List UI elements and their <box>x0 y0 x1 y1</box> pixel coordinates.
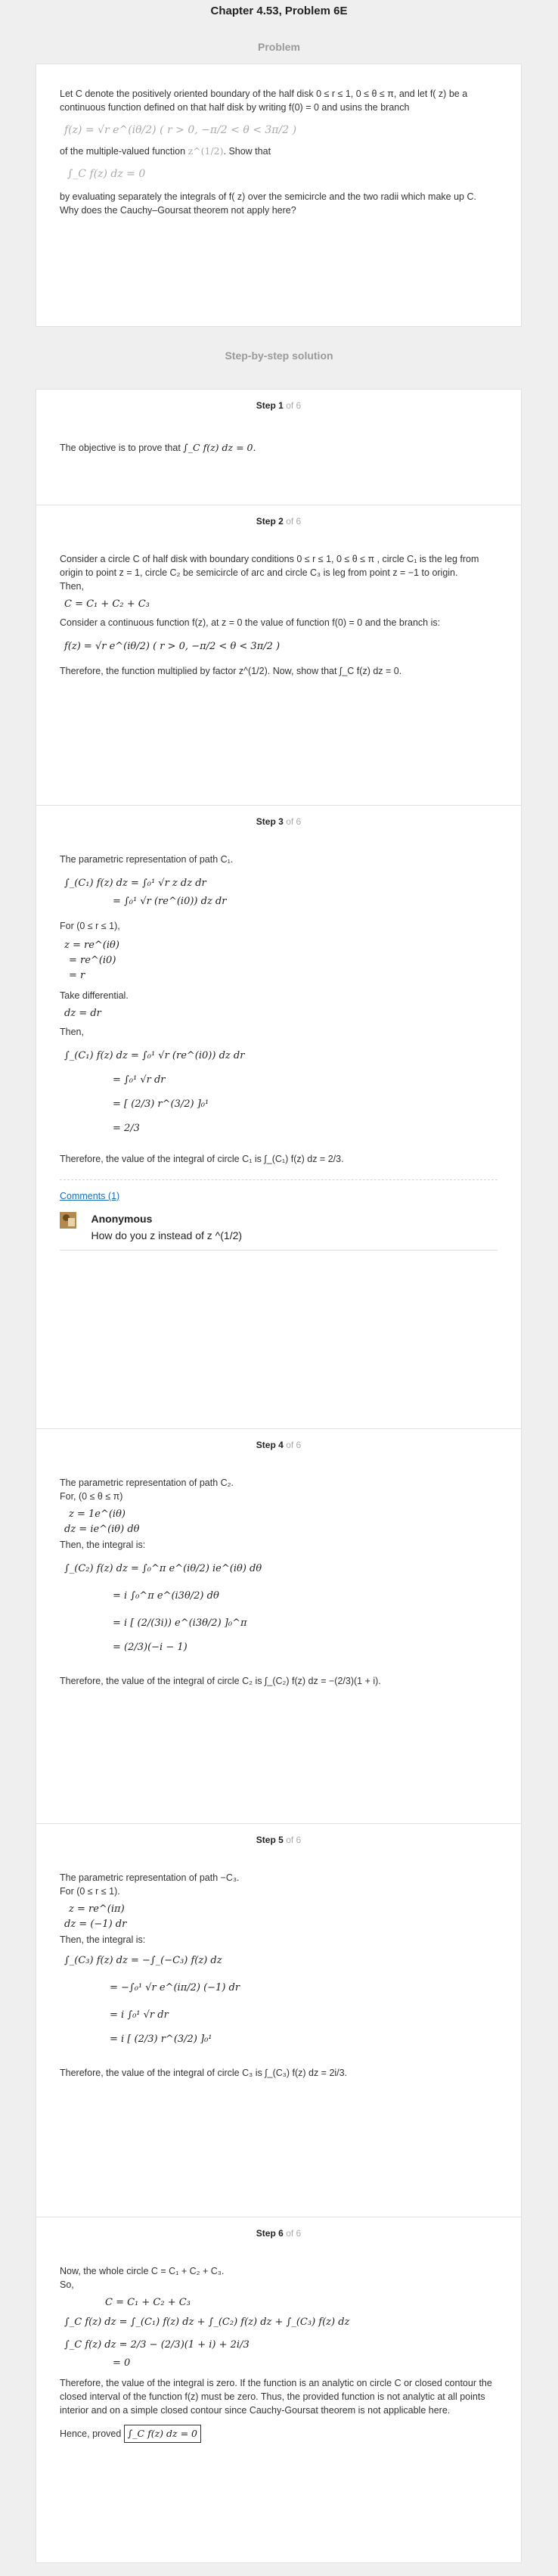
step-5-text-2: For (0 ≤ r ≤ 1). <box>60 1886 120 1897</box>
step-2-header: Step 2 of 6 <box>256 516 302 527</box>
step-5-math-5: = i ∫₀¹ √r dr <box>110 2009 169 2021</box>
step-3-math-7: ∫_(C₁) f(z) dz = ∫₀¹ √r (re^(i0)) dz dr <box>64 1050 245 1061</box>
comment-item <box>60 1212 498 1242</box>
solution-label: Step-by-step solution <box>225 350 333 362</box>
problem-text-2a: of the multiple-valued function <box>60 146 186 157</box>
step-5-card <box>36 1823 522 2218</box>
problem-text-2fn: z^(1/2) <box>188 145 224 157</box>
step-3-header: Step 3 of 6 <box>256 816 302 827</box>
step-5-header: Step 5 of 6 <box>256 1835 302 1845</box>
problem-label: Problem <box>257 41 300 53</box>
step-3-text-2: For (0 ≤ r ≤ 1), <box>60 921 120 931</box>
step-2-text-3: Consider a continuous function f(z), at z = 0 the value of function f(0) = 0 and the branch is: <box>60 617 441 628</box>
step-2-text-4: Therefore, the function multiplied by factor z^(1/2). Now, show that ∫_C f(z) dz = 0. <box>60 666 402 676</box>
step-5-math-3: ∫_(C₃) f(z) dz = −∫_(−C₃) f(z) dz <box>64 1955 222 1966</box>
step-6-card <box>36 2217 522 2563</box>
step-6-math-2: ∫_C f(z) dz = ∫_(C₁) f(z) dz + ∫_(C₂) f(z) dz + ∫_(C₃) f(z) dz <box>64 2317 350 2328</box>
step-2-text-2: Then, <box>60 581 84 592</box>
step-3-math-6: dz = dr <box>64 1008 101 1019</box>
step-4-math-1: z = 1e^(iθ) <box>69 1509 126 1520</box>
step-3-math-5: = r <box>69 970 85 981</box>
step-4-math-4: = i ∫₀^π e^(i3θ/2) dθ <box>113 1590 219 1602</box>
step-3-text-4: Then, <box>60 1027 84 1037</box>
step-1-header: Step 1 of 6 <box>256 400 302 411</box>
step-3-math-8: = ∫₀¹ √r dr <box>113 1074 166 1086</box>
step-4-text-4: Therefore, the value of the integral of circle C₂ is ∫_(C₂) f(z) dz = −(2/3)(1 + i). <box>60 1676 381 1686</box>
problem-branch: f(z) = √r e^(iθ/2) ( r > 0, −π/2 < θ < 3π/2 ) <box>64 124 297 136</box>
step-3-math-4: = re^(i0) <box>69 955 116 966</box>
step-3-card <box>36 805 522 1430</box>
step-6-math-4: = 0 <box>113 2357 131 2369</box>
step-6-text-4: Hence, proved <box>60 2428 122 2439</box>
step-4-header: Step 4 of 6 <box>256 1440 302 1450</box>
problem-card <box>36 64 522 327</box>
step-5-math-1: z = re^(iπ) <box>69 1903 125 1915</box>
step-5-text-3: Then, the integral is: <box>60 1934 146 1945</box>
step-6-math-1: C = C₁ + C₂ + C₃ <box>105 2297 191 2308</box>
step-2-math-1: C = C₁ + C₂ + C₃ <box>64 598 150 610</box>
step-5-math-6: = i [ (2/3) r^(3/2) ]₀¹ <box>110 2034 212 2045</box>
step-4-card <box>36 1428 522 1825</box>
step-6-header: Step 6 of 6 <box>256 2228 302 2239</box>
comment-text: How do you z instead of z ^(1/2) <box>91 1229 243 1241</box>
problem-text-1: Let C denote the positively oriented boundary of the half disk 0 ≤ r ≤ 1, 0 ≤ θ ≤ π, and let f( z) be a continuous function defined on that half disk by writing f(0) = 0 and usins the branch <box>60 89 468 113</box>
avatar <box>60 1212 76 1229</box>
step-3-math-1: ∫_(C₁) f(z) dz = ∫₀¹ √r z dz dr <box>64 878 206 889</box>
comments-link[interactable]: Comments (1) <box>60 1191 120 1201</box>
step-6-text-1: Now, the whole circle C = C₁ + C₂ + C₃. <box>60 2266 225 2276</box>
problem-text-2b: . Show that <box>223 146 271 157</box>
step-1-text: The objective is to prove that <box>60 443 181 453</box>
step-5-math-2: dz = (−1) dr <box>64 1919 127 1930</box>
step-5-math-4: = −∫₀¹ √r e^(iπ/2) (−1) dr <box>110 1982 240 1993</box>
step-6-text-3: Therefore, the value of the integral is zero. If the function is an analytic on circle C or closed contour the closed interval of the function f(z) must be zero. Thus, the provided function is not analytic at all points interior and on a simple closed contour since Cauchy-Goursat theorem is not applicable here. <box>60 2378 492 2416</box>
step-3-text-1: The parametric representation of path C₁. <box>60 854 234 865</box>
step-5-text-4: Therefore, the value of the integral of circle C₃ is ∫_(C₃) f(z) dz = 2i/3. <box>60 2068 348 2078</box>
comment-author: Anonymous <box>91 1213 153 1225</box>
step-6-final-answer: ∫_C f(z) dz = 0 <box>124 2425 201 2443</box>
step-6-text-2: So, <box>60 2279 74 2290</box>
page-title: Chapter 4.53, Problem 6E <box>210 5 348 17</box>
step-3-math-10: = 2/3 <box>113 1123 140 1134</box>
step-1-math: ∫_C f(z) dz = 0. <box>183 442 256 453</box>
step-4-math-3: ∫_(C₂) f(z) dz = ∫₀^π e^(iθ/2) ie^(iθ) dθ <box>64 1563 262 1574</box>
step-2-text-1: Consider a circle C of half disk with boundary conditions 0 ≤ r ≤ 1, 0 ≤ θ ≤ π , circle C₁ is the leg from origin to point z = 1, circle C₂ be semicircle of arc and circle C₃ is leg from point z = −1 to origin. <box>60 554 479 578</box>
step-3-math-9: = [ (2/3) r^(3/2) ]₀¹ <box>113 1098 209 1110</box>
step-4-math-2: dz = ie^(iθ) dθ <box>64 1524 140 1535</box>
step-3-text-3: Take differential. <box>60 990 129 1001</box>
problem-integral: ∫_C f(z) dz = 0 <box>67 168 146 180</box>
step-4-text-3: Then, the integral is: <box>60 1540 146 1550</box>
problem-text-3: by evaluating separately the integrals of f( z) over the semicircle and the two radii which make up C. Why does the Cauchy–Goursat theorem not apply here? <box>60 191 476 216</box>
comment-separator <box>60 1250 498 1251</box>
step-3-math-2: = ∫₀¹ √r (re^(i0)) dz dr <box>113 896 227 907</box>
step-4-text-1: The parametric representation of path C₂. <box>60 1478 234 1488</box>
step-3-math-3: z = re^(iθ) <box>64 940 119 951</box>
step-6-math-3: ∫_C f(z) dz = 2/3 − (2/3)(1 + i) + 2i/3 <box>64 2339 250 2351</box>
step-5-text-1: The parametric representation of path −C₃. <box>60 1872 240 1883</box>
step-4-math-5: = i [ (2/(3i)) e^(i3θ/2) ]₀^π <box>113 1617 247 1629</box>
step-4-math-6: = (2/3)(−i − 1) <box>113 1642 188 1653</box>
step-1-card <box>36 389 522 506</box>
step-3-text-5: Therefore, the value of the integral of circle C₁ is ∫_(C₁) f(z) dz = 2/3. <box>60 1154 344 1164</box>
step-2-math-2: f(z) = √r e^(iθ/2) ( r > 0, −π/2 < θ < 3π/2 ) <box>64 641 281 652</box>
step-4-text-2: For, (0 ≤ θ ≤ π) <box>60 1491 123 1502</box>
step-2-card <box>36 505 522 806</box>
